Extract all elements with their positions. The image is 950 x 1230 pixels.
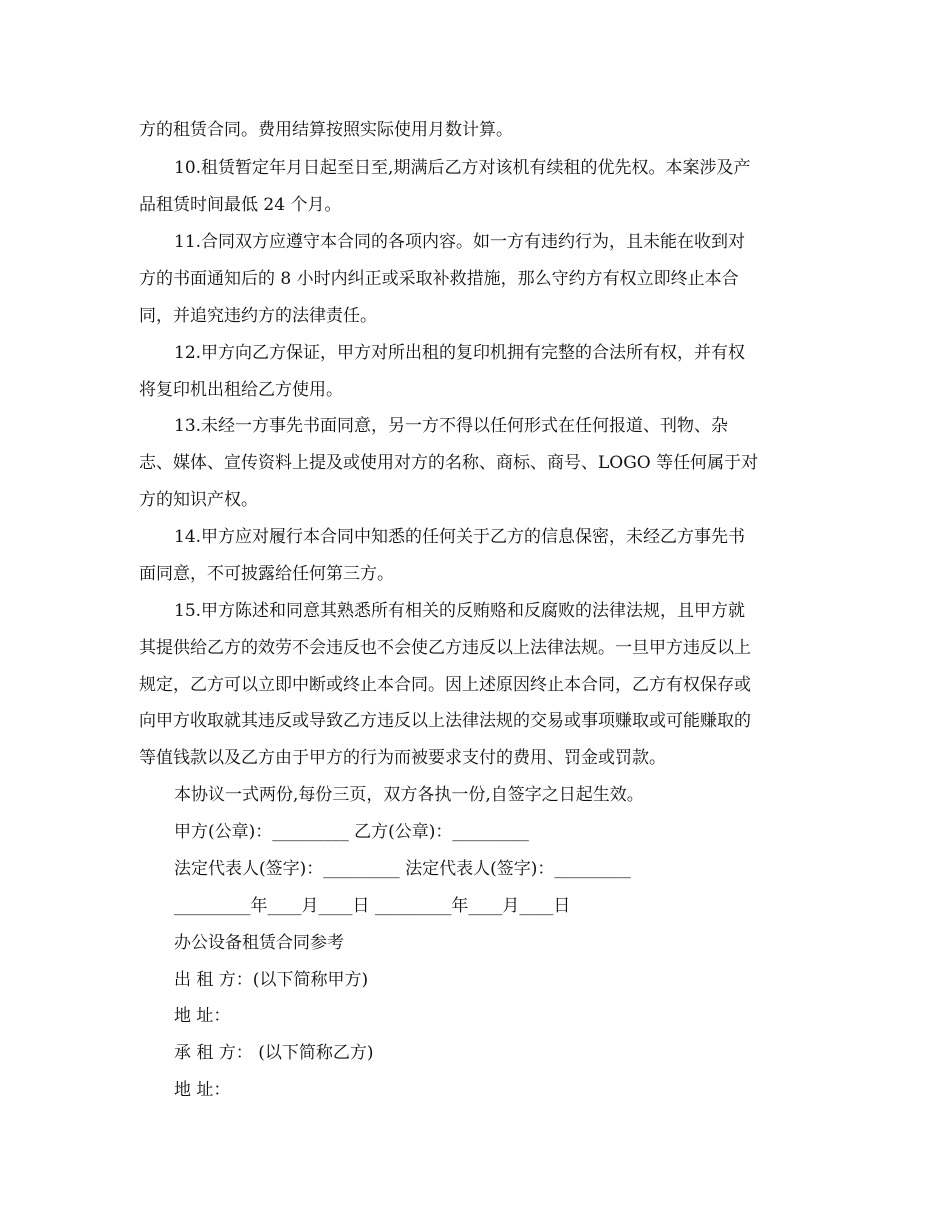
clause-12-line-1: 12.甲方向乙方保证，甲方对所出租的复印机拥有完整的合法所有权，并有权 — [174, 343, 746, 363]
clause-15-line-3: 规定，乙方可以立即中断或终止本合同。因上述原因终止本合同，乙方有权保存或 — [139, 675, 751, 695]
seal-line: 甲方(公章)：_________ 乙方(公章)：_________ — [174, 822, 529, 842]
lessor-line: 出 租 方：(以下简称甲方) — [174, 970, 369, 990]
clause-11-line-3: 同，并追究违约方的法律责任。 — [139, 306, 377, 326]
clause-12-line-2: 将复印机出租给乙方使用。 — [139, 380, 343, 400]
text-line: 方的租赁合同。费用结算按照实际使用月数计算。 — [139, 120, 513, 140]
clause-15-line-5: 等值钱款以及乙方由于甲方的行为而被要求支付的费用、罚金或罚款。 — [139, 748, 666, 768]
lessee-address-line: 地 址： — [174, 1080, 231, 1100]
clause-14-line-2: 面同意，不可披露给任何第三方。 — [139, 564, 394, 584]
representative-signature-line: 法定代表人(签字)：_________ 法定代表人(签字)：_________ — [174, 859, 631, 879]
clause-10-line-1: 10.租赁暂定年月日起至日至,期满后乙方对该机有续租的优先权。本案涉及产 — [174, 158, 751, 178]
clause-14-line-1: 14.甲方应对履行本合同中知悉的任何关于乙方的信息保密，未经乙方事先书 — [174, 527, 746, 547]
clause-15-line-2: 其提供给乙方的效劳不会违反也不会使乙方违反以上法律法规。一旦甲方违反以上 — [139, 638, 751, 658]
lessee-line: 承 租 方： (以下简称乙方) — [174, 1043, 374, 1063]
clause-15-line-4: 向甲方收取就其违反或导致乙方违反以上法律法规的交易或事项赚取或可能赚取的 — [139, 711, 751, 731]
clause-13-line-3: 方的知识产权。 — [139, 490, 258, 510]
lessor-address-line: 地 址： — [174, 1006, 231, 1026]
section-title: 办公设备租赁合同参考 — [174, 933, 344, 953]
effective-clause: 本协议一式两份,每份三页，双方各执一份,自签字之日起生效。 — [174, 785, 644, 805]
clause-11-line-2: 方的书面通知后的 8 小时内纠正或采取补救措施，那么守约方有权立即终止本合 — [139, 269, 739, 289]
clause-11-line-1: 11.合同双方应遵守本合同的各项内容。如一方有违约行为，且未能在收到对 — [174, 232, 746, 252]
clause-13-line-2: 志、媒体、宣传资料上提及或使用对方的名称、商标、商号、LOGO 等任何属于对 — [139, 453, 759, 473]
date-line: _________年____月____日 _________年____月____日 — [174, 896, 571, 916]
clause-13-line-1: 13.未经一方事先书面同意，另一方不得以任何形式在任何报道、刊物、杂 — [174, 416, 729, 436]
clause-10-line-2: 品租赁时间最低 24 个月。 — [139, 195, 342, 215]
clause-15-line-1: 15.甲方陈述和同意其熟悉所有相关的反贿赂和反腐败的法律法规，且甲方就 — [174, 601, 746, 621]
